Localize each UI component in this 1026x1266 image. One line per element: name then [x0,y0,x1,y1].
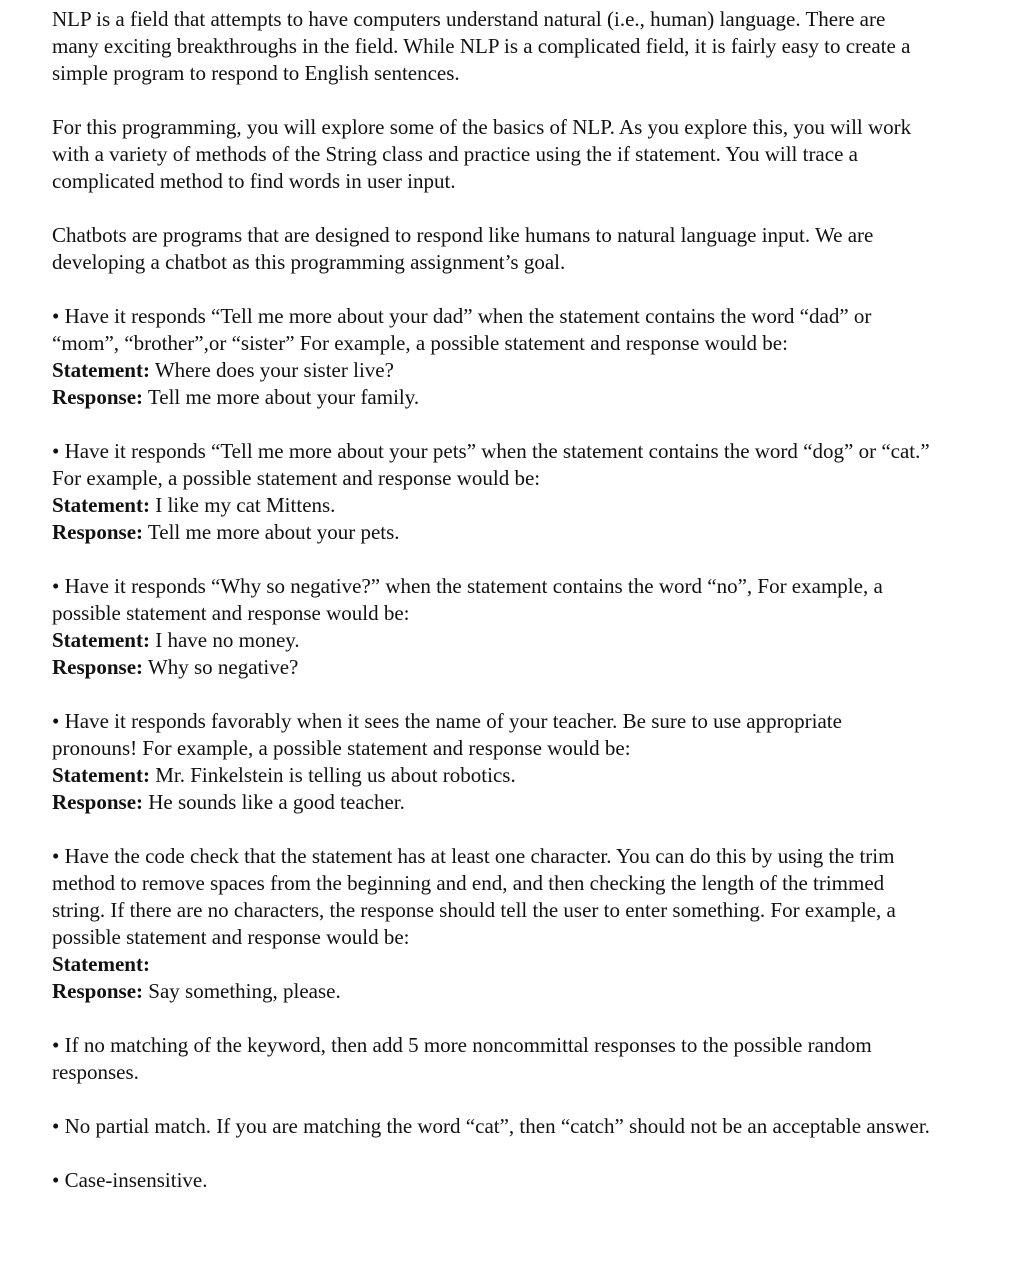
example-response [52,519,932,546]
statement-label: Statement: [52,763,150,787]
chatbots-paragraph-block [52,222,932,276]
chatbots-paragraph: Chatbots are programs that are designed to respond like humans to natural language input. We are developing a chatbot as this programming assignment’s goal. [52,223,874,274]
bullet-icon: • [52,574,60,598]
requirement-text [52,708,932,762]
statement-label: Statement: [52,493,150,517]
explore-paragraph-block [52,114,932,195]
requirement-pets [52,438,932,546]
requirement-description: Have it responds “Tell me more about your dad” when the statement contains the word “dad” or “mom”, “brother”,or “sister” For example, a possible statement and response would be: [52,304,872,355]
statement-label: Statement: [52,358,150,382]
requirement-description: Have it responds favorably when it sees the name of your teacher. Be sure to use appropriate pronouns! For example, a possible statement and response would be: [52,709,842,760]
bullet-icon: • [52,709,60,733]
requirement-description: Have it responds “Tell me more about your pets” when the statement contains the word “dog” or “cat.” For example, a possible statement and response would be: [52,439,930,490]
requirement-random-responses [52,1032,932,1086]
requirement-description: Have it responds “Why so negative?” when the statement contains the word “no”, For example, a possible statement and response would be: [52,574,883,625]
statement-value: Where does your sister live? [154,358,394,382]
response-label: Response: [52,655,144,679]
response-value: Tell me more about your family. [147,385,420,409]
bullet-icon: • [52,844,60,868]
example-response [52,384,932,411]
example-statement [52,951,932,978]
requirement-family [52,303,932,411]
bullet-icon: • [52,439,60,463]
response-value: Tell me more about your pets. [147,520,400,544]
document-page [52,6,932,1194]
requirement-case-insensitive [52,1167,932,1194]
requirement-text [52,573,932,627]
response-label: Response: [52,520,144,544]
example-statement [52,627,932,654]
requirement-description: No partial match. If you are matching the word “cat”, then “catch” should not be an acceptable answer. [64,1114,930,1138]
response-label: Response: [52,979,144,1003]
bullet-icon: • [52,1033,60,1057]
bullet-icon: • [52,1114,60,1138]
example-response [52,978,932,1005]
explore-paragraph: For this programming, you will explore some of the basics of NLP. As you explore this, you will work with a variety of methods of the String class and practice using the if statement. You will trace a complicated method to find words in user input. [52,115,912,193]
intro-paragraph-block [52,6,932,87]
requirement-description: Case-insensitive. [64,1168,208,1192]
response-label: Response: [52,385,144,409]
statement-value: I have no money. [155,628,300,652]
requirement-text [52,1167,932,1194]
statement-label: Statement: [52,628,150,652]
bullet-icon: • [52,304,60,328]
intro-paragraph: NLP is a field that attempts to have computers understand natural (i.e., human) language. There are many exciting breakthroughs in the field. While NLP is a complicated field, it is fairly easy to create a simple program to respond to English sentences. [52,7,911,85]
statement-value: Mr. Finkelstein is telling us about robotics. [155,763,516,787]
statement-label: Statement: [52,952,150,976]
example-statement [52,762,932,789]
requirement-text [52,843,932,951]
example-response [52,654,932,681]
bullet-icon: • [52,1168,60,1192]
requirement-text [52,438,932,492]
example-response [52,789,932,816]
response-value: He sounds like a good teacher. [148,790,405,814]
requirement-empty-check [52,843,932,1005]
requirement-teacher [52,708,932,816]
requirement-negative [52,573,932,681]
requirement-text [52,303,932,357]
requirement-description: Have the code check that the statement has at least one character. You can do this by using the trim method to remove spaces from the beginning and end, and then checking the length of the trimmed string. If there are no characters, the response should tell the user to enter something. For example, a possible statement and response would be: [52,844,896,949]
requirement-no-partial-match [52,1113,932,1140]
example-statement [52,357,932,384]
response-value: Why so negative? [147,655,299,679]
response-label: Response: [52,790,144,814]
response-value: Say something, please. [148,979,341,1003]
statement-value: I like my cat Mittens. [155,493,336,517]
requirement-text [52,1032,932,1086]
requirement-description: If no matching of the keyword, then add 5 more noncommittal responses to the possible random responses. [52,1033,872,1084]
requirement-text [52,1113,932,1140]
example-statement [52,492,932,519]
